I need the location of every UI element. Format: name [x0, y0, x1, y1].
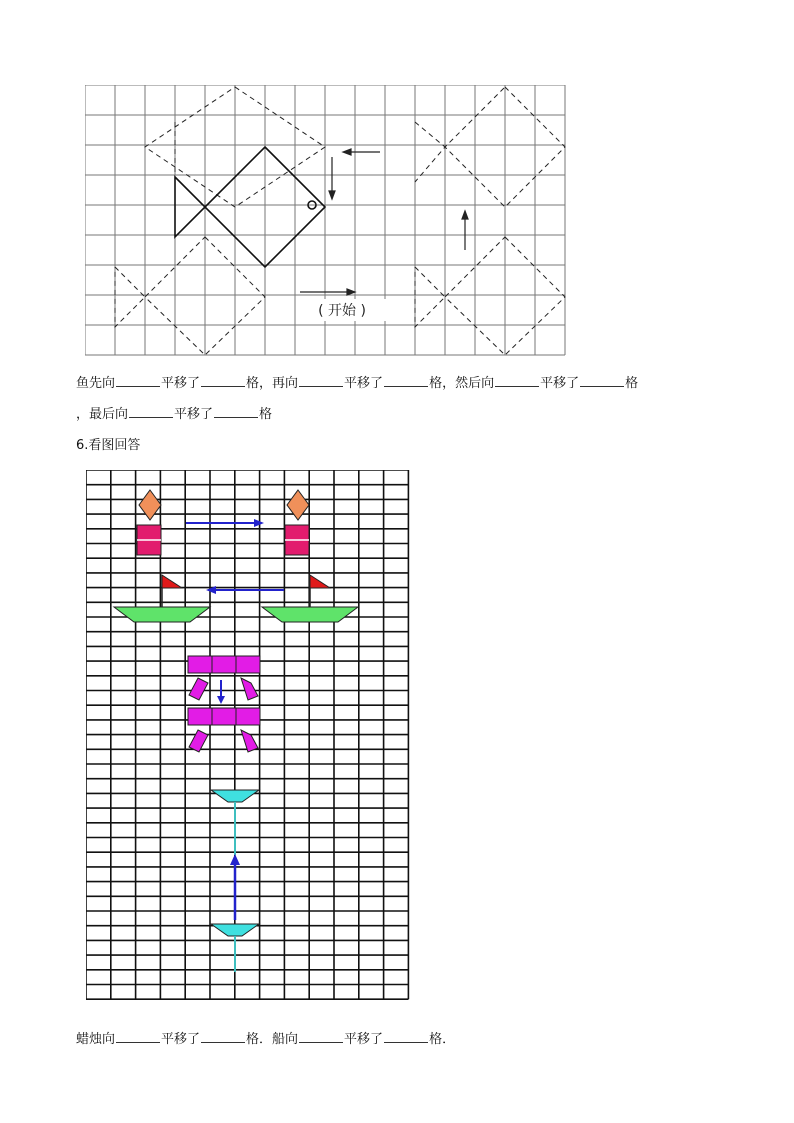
q6-text-1: 平移了	[161, 1032, 201, 1047]
boat-flag-left	[162, 575, 182, 588]
robot-bottom-body	[188, 708, 260, 725]
candle-flame-left	[139, 490, 161, 520]
boat-flag-right	[310, 575, 330, 588]
arrow-down-head	[329, 191, 335, 199]
q5-text-0: 鱼先向	[76, 376, 116, 391]
robot-top-leg-right	[241, 678, 258, 700]
q5-text-2: 格，再向	[246, 376, 299, 391]
q6-text-0: 蜡烛向	[76, 1032, 116, 1047]
robot-arrow-head	[217, 696, 225, 704]
answer-blank[interactable]	[580, 374, 624, 387]
answer-blank[interactable]	[116, 374, 160, 387]
answer-blank[interactable]	[129, 405, 173, 418]
cup-bottom	[211, 924, 259, 936]
q5-text-4: 格，然后向	[429, 376, 495, 391]
robot-top-body	[188, 656, 260, 673]
q6-text-2: 格．船向	[246, 1032, 299, 1047]
answer-blank[interactable]	[116, 1030, 160, 1043]
q6-text-4: 格．	[429, 1032, 456, 1047]
answer-blank[interactable]	[495, 374, 539, 387]
candle-flame-right	[287, 490, 309, 520]
q5-text-5: 平移了	[540, 376, 580, 391]
q5-text-6: 格	[625, 376, 639, 391]
fish-grid-figure	[85, 85, 567, 359]
answer-blank[interactable]	[384, 1030, 428, 1043]
q6-text-3: 平移了	[344, 1032, 384, 1047]
q5-text-1: 平移了	[161, 376, 201, 391]
robot-top-leg-left	[189, 678, 208, 700]
answer-blank[interactable]	[201, 374, 245, 387]
answer-blank[interactable]	[201, 1030, 245, 1043]
arrow-up-head	[462, 211, 468, 219]
fish-copy-bottom-left-tail	[115, 267, 145, 327]
answer-blank[interactable]	[299, 374, 343, 387]
fish-tail	[175, 177, 205, 237]
answer-blank[interactable]	[214, 405, 258, 418]
cup-arrow-head	[230, 854, 240, 865]
cup-top	[211, 790, 259, 802]
question5-line2	[76, 405, 272, 424]
q5-text2-1: 平移了	[174, 407, 214, 422]
boat-hull-left	[114, 607, 210, 622]
arrow-left-head	[343, 149, 351, 155]
boat-hull-right	[262, 607, 358, 622]
question5-line1	[76, 374, 638, 393]
question6-title: 6.看图回答	[76, 438, 141, 453]
arrow-right-head	[347, 289, 355, 295]
answer-blank[interactable]	[384, 374, 428, 387]
fish-copy-top-right-tail	[415, 122, 445, 182]
q5-text2-2: 格	[259, 407, 273, 422]
q5-text2-0: ，最后向	[76, 407, 129, 422]
question6-line	[76, 1030, 455, 1049]
answer-blank[interactable]	[299, 1030, 343, 1043]
start-label: ( 开始 )	[318, 303, 366, 319]
translation-grid-figure	[86, 470, 412, 1006]
fish-copy-bottom-right-tail	[415, 267, 445, 327]
q5-text-3: 平移了	[344, 376, 384, 391]
